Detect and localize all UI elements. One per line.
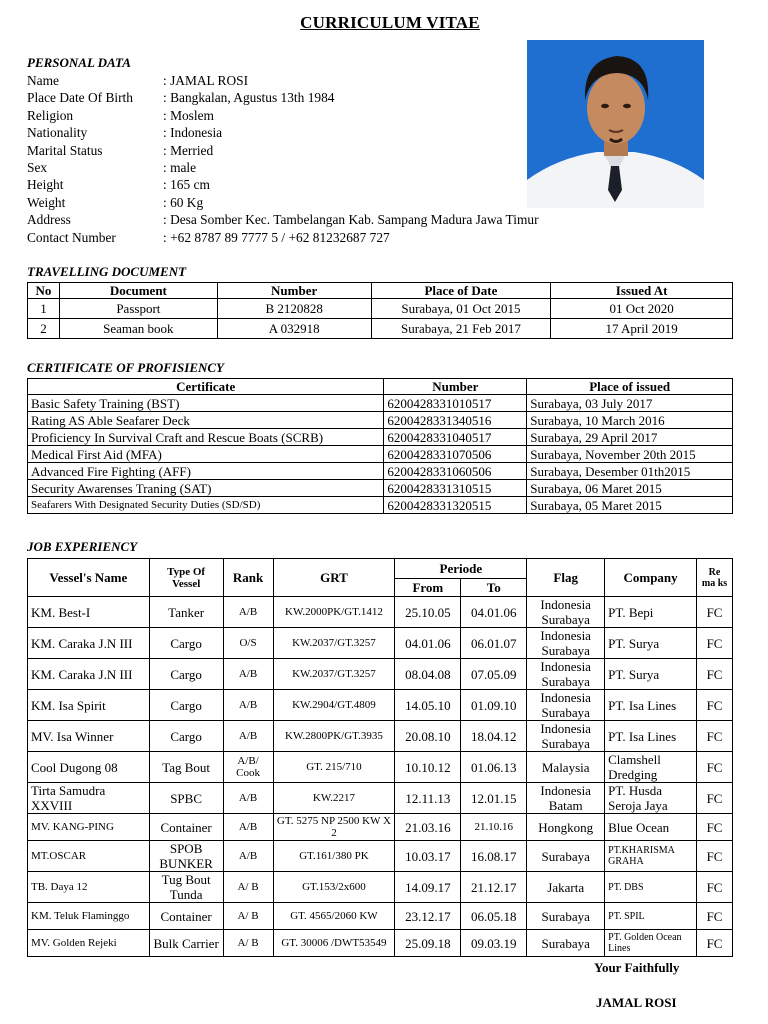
personal-label: Sex [27, 160, 48, 175]
col-vessel: Vessel's Name [28, 559, 150, 597]
job-cell: A/B [223, 814, 273, 841]
cert-cell: Proficiency In Survival Craft and Rescue Boats (SCRB) [28, 429, 384, 446]
job-cell: GT. 30006 /DWT53549 [273, 930, 395, 957]
job-cell: PT. Bepi [605, 597, 697, 628]
job-cell: 06.01.07 [461, 628, 527, 659]
col-periode: Periode [395, 559, 527, 579]
personal-row [27, 107, 214, 124]
table-row [28, 721, 733, 752]
col-company: Company [605, 559, 697, 597]
personal-value: : Desa Somber Kec. Tambelangan Kab. Sampang Madura Jawa Timur [163, 212, 539, 228]
job-cell: Tirta Samudra XXVIII [28, 783, 150, 814]
personal-label: Weight [27, 194, 66, 210]
job-cell: FC [697, 628, 733, 659]
job-cell: 01.09.10 [461, 690, 527, 721]
cert-cell: Medical First Aid (MFA) [28, 446, 384, 463]
job-cell: Indonesia Surabaya [527, 659, 605, 690]
personal-row [27, 72, 248, 89]
job-cell: 25.09.18 [395, 930, 461, 957]
job-cell: MV. Isa Winner [28, 721, 150, 752]
job-cell: KM. Caraka J.N III [28, 628, 150, 659]
job-cell: FC [697, 597, 733, 628]
cert-cell: 6200428331070506 [384, 446, 527, 463]
personal-row [27, 142, 213, 159]
job-cell: Clamshell Dredging [605, 752, 697, 783]
cert-cell: 6200428331310515 [384, 480, 527, 497]
cert-heading: CERTIFICATE OF PROFISIENCY [27, 360, 224, 375]
job-cell: 14.09.17 [395, 872, 461, 903]
personal-value: : male [163, 160, 197, 175]
job-cell: FC [697, 690, 733, 721]
cert-cell: Surabaya, 03 July 2017 [527, 395, 733, 412]
personal-label: Address [27, 212, 71, 228]
job-cell: PT. Husda Seroja Jaya [605, 783, 697, 814]
travel-cell: Surabaya, 01 Oct 2015 [371, 299, 551, 319]
table-row [28, 395, 733, 412]
cert-cell: 6200428331010517 [384, 395, 527, 412]
personal-label: Place Date Of Birth [27, 90, 133, 106]
job-cell: Surabaya [527, 903, 605, 930]
job-cell: PT. Isa Lines [605, 690, 697, 721]
job-cell: 06.05.18 [461, 903, 527, 930]
signature-name: JAMAL ROSI [596, 995, 677, 1010]
job-cell: MV. KANG-PING [28, 814, 150, 841]
job-cell: Jakarta [527, 872, 605, 903]
job-cell: A/B [223, 721, 273, 752]
personal-row [27, 159, 196, 176]
table-row [28, 497, 733, 514]
job-cell: 20.08.10 [395, 721, 461, 752]
job-cell: Cargo [149, 721, 223, 752]
travel-cell: Passport [59, 299, 217, 319]
table-row [28, 429, 733, 446]
travel-cell: A 032918 [217, 319, 371, 339]
personal-data-heading: PERSONAL DATA [27, 55, 131, 70]
job-cell: Surabaya [527, 841, 605, 872]
col-remarks: Re ma ks [697, 559, 733, 597]
job-cell: PT.KHARISMA GRAHA [605, 841, 697, 872]
personal-value: : Bangkalan, Agustus 13th 1984 [163, 90, 335, 106]
travel-cell: Seaman book [59, 319, 217, 339]
cert-cell: Surabaya, 05 Maret 2015 [527, 497, 733, 514]
job-cell: KW.2800PK/GT.3935 [273, 721, 395, 752]
personal-label: Nationality [27, 125, 88, 141]
job-cell: 18.04.12 [461, 721, 527, 752]
table-row [28, 872, 733, 903]
job-cell: Tug Bout Tunda [149, 872, 223, 903]
cert-cell: Seafarers With Designated Security Duties (SD/SD) [28, 497, 384, 514]
job-cell: KW.2037/GT.3257 [273, 628, 395, 659]
cert-cell: Surabaya, 29 April 2017 [527, 429, 733, 446]
travel-cell: 2 [28, 319, 60, 339]
cert-cell: 6200428331040517 [384, 429, 527, 446]
personal-row [27, 194, 203, 211]
job-cell: Tag Bout [149, 752, 223, 783]
personal-label: Name [27, 73, 59, 88]
cert-cell: 6200428331340516 [384, 412, 527, 429]
travel-header-cell: Issued At [551, 283, 733, 299]
personal-label: Contact Number [27, 229, 116, 245]
job-cell: FC [697, 930, 733, 957]
col-from: From [395, 579, 461, 597]
personal-label: Marital Status [27, 142, 103, 158]
job-cell: Blue Ocean [605, 814, 697, 841]
table-row [28, 841, 733, 872]
col-to: To [461, 579, 527, 597]
job-cell: SPBC [149, 783, 223, 814]
personal-label: Height [27, 177, 64, 193]
table-row [28, 783, 733, 814]
table-row [28, 463, 733, 480]
job-cell: O/S [223, 628, 273, 659]
cert-cell: Advanced Fire Fighting (AFF) [28, 463, 384, 480]
job-cell: GT.153/2x600 [273, 872, 395, 903]
job-cell: A/ B [223, 872, 273, 903]
job-cell: FC [697, 752, 733, 783]
job-cell: TB. Daya 12 [28, 872, 150, 903]
cert-cell: Surabaya, 06 Maret 2015 [527, 480, 733, 497]
travel-header-cell: Number [217, 283, 371, 299]
personal-row [27, 211, 539, 228]
table-row [28, 319, 733, 339]
job-cell: PT. Golden Ocean Lines [605, 930, 697, 957]
job-cell: 16.08.17 [461, 841, 527, 872]
cert-table [27, 378, 733, 514]
job-cell: FC [697, 721, 733, 752]
job-cell: A/ B [223, 930, 273, 957]
job-cell: PT. Surya [605, 628, 697, 659]
job-cell: Bulk Carrier [149, 930, 223, 957]
personal-value: : Moslem [163, 107, 214, 123]
job-cell: 23.12.17 [395, 903, 461, 930]
job-cell: Cargo [149, 628, 223, 659]
cert-header-cell: Place of issued [527, 379, 733, 395]
job-cell: Container [149, 903, 223, 930]
job-cell: PT. Surya [605, 659, 697, 690]
personal-row [27, 89, 334, 106]
job-cell: 12.11.13 [395, 783, 461, 814]
job-cell: 21.03.16 [395, 814, 461, 841]
travel-header-cell: Document [59, 283, 217, 299]
job-cell: 04.01.06 [395, 628, 461, 659]
job-cell: 21.12.17 [461, 872, 527, 903]
job-cell: SPOB BUNKER [149, 841, 223, 872]
cert-cell: Basic Safety Training (BST) [28, 395, 384, 412]
job-cell: Container [149, 814, 223, 841]
job-cell: 12.01.15 [461, 783, 527, 814]
job-cell: 10.10.12 [395, 752, 461, 783]
col-rank: Rank [223, 559, 273, 597]
job-table [27, 558, 733, 957]
travel-cell: 01 Oct 2020 [551, 299, 733, 319]
job-cell: KW.2037/GT.3257 [273, 659, 395, 690]
personal-value: : +62 8787 89 7777 5 / +62 81232687 727 [163, 229, 390, 245]
table-row [28, 480, 733, 497]
job-cell: GT.161/380 PK [273, 841, 395, 872]
job-cell: Tanker [149, 597, 223, 628]
travel-heading: TRAVELLING DOCUMENT [27, 264, 187, 279]
job-cell: GT. 215/710 [273, 752, 395, 783]
cert-cell: Surabaya, 10 March 2016 [527, 412, 733, 429]
job-cell: GT. 4565/2060 KW [273, 903, 395, 930]
job-cell: FC [697, 872, 733, 903]
job-cell: A/B [223, 659, 273, 690]
personal-value: : Merried [163, 142, 214, 158]
travel-cell: 1 [28, 299, 60, 319]
travel-table [27, 282, 733, 339]
job-cell: Surabaya [527, 930, 605, 957]
col-type: Type Of Vessel [149, 559, 223, 597]
table-row [28, 628, 733, 659]
job-cell: 25.10.05 [395, 597, 461, 628]
travel-header-cell: Place of Date [371, 283, 551, 299]
job-cell: 08.04.08 [395, 659, 461, 690]
job-cell: KW.2904/GT.4809 [273, 690, 395, 721]
cert-header-cell: Number [384, 379, 527, 395]
travel-cell: B 2120828 [217, 299, 371, 319]
cert-cell: 6200428331320515 [384, 497, 527, 514]
job-cell: KW.2000PK/GT.1412 [273, 597, 395, 628]
job-cell: PT. DBS [605, 872, 697, 903]
page-title: CURRICULUM VITAE [300, 13, 480, 32]
job-cell: FC [697, 903, 733, 930]
job-cell: Hongkong [527, 814, 605, 841]
job-heading: JOB EXPERIENCY [27, 539, 138, 554]
job-cell: MT.OSCAR [28, 841, 150, 872]
job-cell: Malaysia [527, 752, 605, 783]
cert-cell: Surabaya, November 20th 2015 [527, 446, 733, 463]
table-row [28, 814, 733, 841]
col-flag: Flag [527, 559, 605, 597]
job-cell: Indonesia Surabaya [527, 690, 605, 721]
job-cell: 21.10.16 [461, 814, 527, 841]
job-cell: A/B [223, 597, 273, 628]
job-cell: 14.05.10 [395, 690, 461, 721]
job-cell: 07.05.09 [461, 659, 527, 690]
job-cell: A/ B [223, 903, 273, 930]
table-row [28, 412, 733, 429]
travel-cell: 17 April 2019 [551, 319, 733, 339]
job-cell: FC [697, 659, 733, 690]
cert-cell: Rating AS Able Seafarer Deck [28, 412, 384, 429]
job-cell: FC [697, 783, 733, 814]
job-cell: Cool Dugong 08 [28, 752, 150, 783]
personal-row [27, 124, 222, 141]
personal-value: : 60 Kg [163, 194, 204, 210]
job-cell: A/B [223, 841, 273, 872]
job-cell: A/B [223, 783, 273, 814]
job-cell: KM. Teluk Flaminggo [28, 903, 150, 930]
job-cell: Indonesia Batam [527, 783, 605, 814]
job-cell: Cargo [149, 659, 223, 690]
closing-text: Your Faithfully [594, 960, 680, 975]
col-grt: GRT [273, 559, 395, 597]
cert-cell: Security Awarenses Traning (SAT) [28, 480, 384, 497]
job-cell: 04.01.06 [461, 597, 527, 628]
table-row [28, 659, 733, 690]
job-cell: Indonesia Surabaya [527, 628, 605, 659]
job-cell: A/B [223, 690, 273, 721]
job-cell: MV. Golden Rejeki [28, 930, 150, 957]
table-row [28, 930, 733, 957]
job-cell: Cargo [149, 690, 223, 721]
job-cell: KM. Caraka J.N III [28, 659, 150, 690]
cert-cell: Surabaya, Desember 01th2015 [527, 463, 733, 480]
cert-cell: 6200428331060506 [384, 463, 527, 480]
job-cell: KW.2217 [273, 783, 395, 814]
personal-row [27, 229, 390, 246]
personal-label: Religion [27, 107, 74, 123]
table-row [28, 752, 733, 783]
job-cell: FC [697, 814, 733, 841]
personal-value: : 165 cm [163, 177, 210, 193]
job-cell: 10.03.17 [395, 841, 461, 872]
profile-photo [527, 40, 704, 208]
travel-cell: Surabaya, 21 Feb 2017 [371, 319, 551, 339]
table-row [28, 690, 733, 721]
cert-header-cell: Certificate [28, 379, 384, 395]
table-row [28, 903, 733, 930]
job-cell: KM. Isa Spirit [28, 690, 150, 721]
job-cell: PT. SPIL [605, 903, 697, 930]
job-cell: KM. Best-I [28, 597, 150, 628]
job-cell: 01.06.13 [461, 752, 527, 783]
personal-value: : Indonesia [163, 125, 223, 141]
travel-header-cell: No [28, 283, 60, 299]
job-cell: Indonesia Surabaya [527, 597, 605, 628]
job-cell: 09.03.19 [461, 930, 527, 957]
job-cell: PT. Isa Lines [605, 721, 697, 752]
table-row [28, 597, 733, 628]
job-cell: GT. 5275 NP 2500 KW X 2 [273, 814, 395, 841]
job-cell: Indonesia Surabaya [527, 721, 605, 752]
personal-row [27, 176, 210, 193]
table-row [28, 299, 733, 319]
job-cell: FC [697, 841, 733, 872]
job-cell: A/B/ Cook [223, 752, 273, 783]
table-row [28, 446, 733, 463]
personal-value: : JAMAL ROSI [163, 73, 249, 88]
